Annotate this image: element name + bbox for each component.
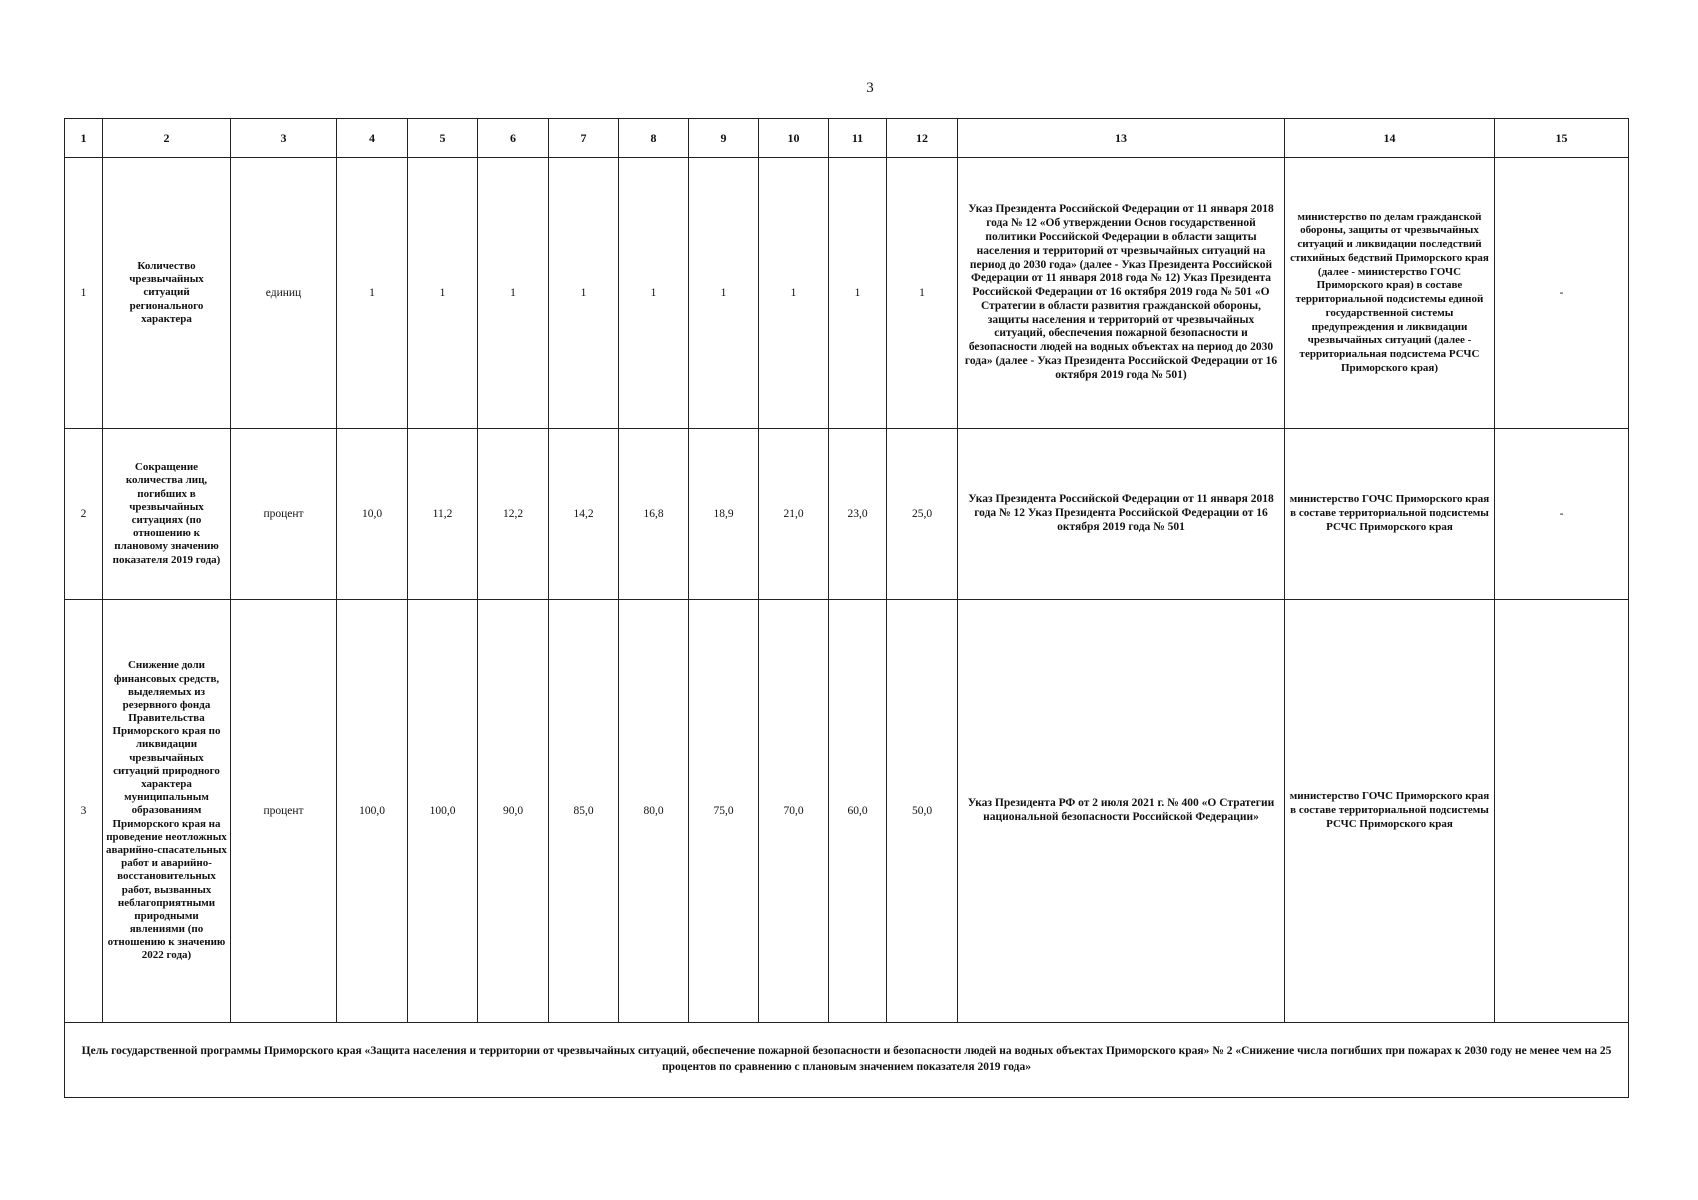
value-cell: 25,0: [887, 429, 958, 600]
column-header: 6: [478, 119, 549, 158]
value-cell: 10,0: [337, 429, 408, 600]
value-cell: 18,9: [689, 429, 759, 600]
column-header: 2: [103, 119, 231, 158]
goal-row: [65, 1023, 1629, 1098]
value-cell: 14,2: [549, 429, 619, 600]
value-cell: 90,0: [478, 600, 549, 1023]
unit-cell: единиц: [231, 158, 337, 429]
value-cell: 21,0: [759, 429, 829, 600]
column-header: 8: [619, 119, 689, 158]
value-cell: 1: [337, 158, 408, 429]
indicator-name: Снижение доли финансовых средств, выделяемых из резервного фонда Правительства Приморского края по ликвидации чрезвычайных ситуаций природного характера муниципальным образованиям Приморского края на проведение неотложных аварийно-спасательных работ и аварийно-восстановительных работ, вызванных неблагоприятными природными явлениями (по отношению к значению 2022 года): [103, 600, 231, 1023]
value-cell: 75,0: [689, 600, 759, 1023]
unit-cell: процент: [231, 600, 337, 1023]
value-cell: 12,2: [478, 429, 549, 600]
value-cell: 85,0: [549, 600, 619, 1023]
responsible-cell: министерство ГОЧС Приморского края в составе территориальной подсистемы РСЧС Приморского края: [1285, 600, 1495, 1023]
table-row: [65, 158, 1629, 429]
value-cell: 80,0: [619, 600, 689, 1023]
legal-act-cell: Указ Президента Российской Федерации от 11 января 2018 года № 12 Указ Президента Российской Федерации от 16 октября 2019 года № 501: [958, 429, 1285, 600]
column-header: 7: [549, 119, 619, 158]
page-number: 3: [866, 80, 874, 96]
column-header: 4: [337, 119, 408, 158]
table-row: [65, 429, 1629, 600]
note-cell: [1495, 600, 1629, 1023]
value-cell: 16,8: [619, 429, 689, 600]
value-cell: 1: [689, 158, 759, 429]
column-header: 12: [887, 119, 958, 158]
responsible-cell: министерство по делам гражданской обороны, защиты от чрезвычайных ситуаций и ликвидации последствий стихийных бедствий Приморского края (далее - министерство ГОЧС Приморского края) в составе территориальной подсистемы единой государственной системы предупреждения и ликвидации чрезвычайных ситуаций (далее - территориальная подсистема РСЧС Приморского края): [1285, 158, 1495, 429]
value-cell: 11,2: [408, 429, 478, 600]
row-number: 3: [65, 600, 103, 1023]
value-cell: 100,0: [337, 600, 408, 1023]
column-header: 13: [958, 119, 1285, 158]
column-header: 9: [689, 119, 759, 158]
value-cell: 1: [619, 158, 689, 429]
row-number: 1: [65, 158, 103, 429]
indicator-name: Количество чрезвычайных ситуаций регионального характера: [103, 158, 231, 429]
value-cell: 50,0: [887, 600, 958, 1023]
value-cell: 70,0: [759, 600, 829, 1023]
indicators-table: [64, 118, 1629, 1098]
value-cell: 1: [408, 158, 478, 429]
note-cell: -: [1495, 158, 1629, 429]
value-cell: 60,0: [829, 600, 887, 1023]
value-cell: 1: [759, 158, 829, 429]
column-header: 3: [231, 119, 337, 158]
column-header: 1: [65, 119, 103, 158]
column-header: 14: [1285, 119, 1495, 158]
note-cell: -: [1495, 429, 1629, 600]
column-header: 15: [1495, 119, 1629, 158]
goal-cell: [65, 1023, 1629, 1098]
table-row: [65, 600, 1629, 1023]
indicator-name: Сокращение количества лиц, погибших в чрезвычайных ситуациях (по отношению к плановому значению показателя 2019 года): [103, 429, 231, 600]
legal-act-cell: Указ Президента РФ от 2 июля 2021 г. № 400 «О Стратегии национальной безопасности Российской Федерации»: [958, 600, 1285, 1023]
column-header: 10: [759, 119, 829, 158]
value-cell: 23,0: [829, 429, 887, 600]
value-cell: 1: [478, 158, 549, 429]
column-header: 11: [829, 119, 887, 158]
header-row: [65, 119, 1629, 158]
value-cell: 1: [887, 158, 958, 429]
value-cell: 1: [549, 158, 619, 429]
legal-act-cell: Указ Президента Российской Федерации от 11 января 2018 года № 12 «Об утверждении Основ государственной политики Российской Федерации в области защиты населения и территорий от чрезвычайных ситуаций на период до 2030 года» (далее - Указ Президента Российской Федерации от 11 января 2018 года № 12) Указ Президента Российской Федерации от 16 октября 2019 года № 501 «О Стратегии в области развития гражданской обороны, защиты населения и территорий от чрезвычайных ситуаций, обеспечения пожарной безопасности и безопасности людей на водных объектах на период до 2030 года» (далее - Указ Президента Российской Федерации от 16 октября 2019 года № 501): [958, 158, 1285, 429]
value-cell: 1: [829, 158, 887, 429]
responsible-cell: министерство ГОЧС Приморского края в составе территориальной подсистемы РСЧС Приморского края: [1285, 429, 1495, 600]
column-header: 5: [408, 119, 478, 158]
program-goal-text: Цель государственной программы Приморского края «Защита населения и территории от чрезвычайных ситуаций, обеспечение пожарной безопасности и безопасности людей на водных объектах Приморского края» № 2 «Снижение числа погибших при пожарах к 2030 году не менее чем на 25 процентов по сравнению с плановым значением показателя 2019 года»: [81, 1045, 1612, 1073]
value-cell: 100,0: [408, 600, 478, 1023]
unit-cell: процент: [231, 429, 337, 600]
row-number: 2: [65, 429, 103, 600]
